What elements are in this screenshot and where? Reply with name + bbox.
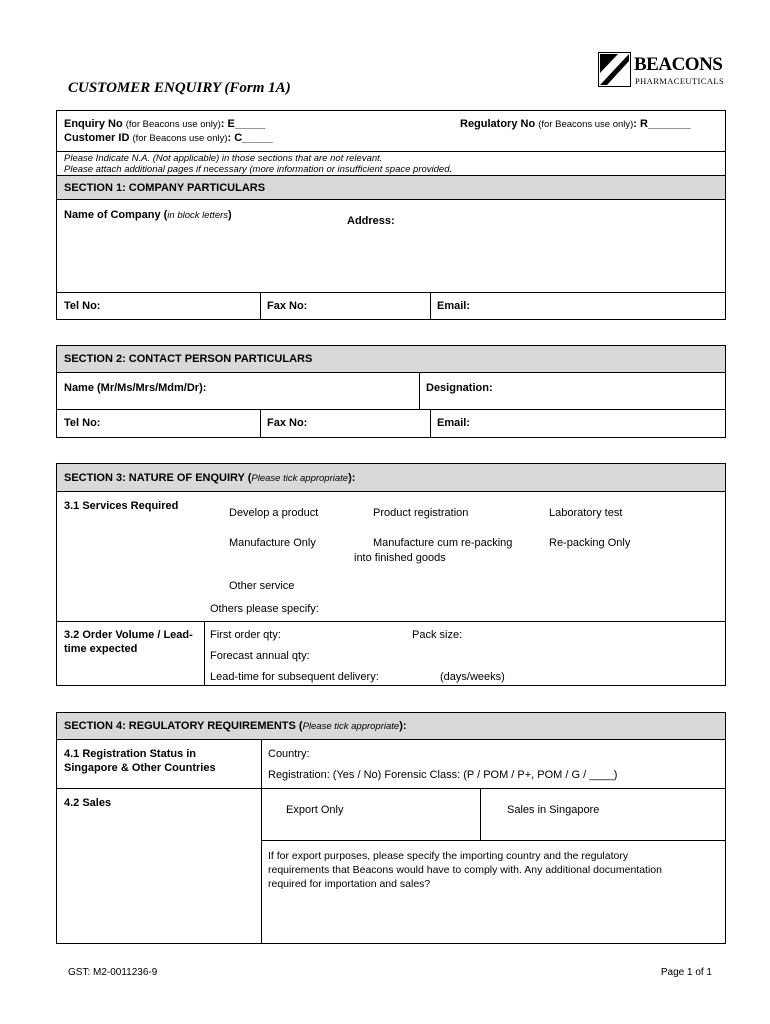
- contact-fax-field[interactable]: Fax No:: [267, 417, 308, 429]
- services-label: 3.1 Services Required: [64, 500, 179, 512]
- address-field[interactable]: Address:: [347, 215, 395, 227]
- option-export-only[interactable]: Export Only: [286, 804, 344, 816]
- section1-title: SECTION 1: COMPANY PARTICULARS: [64, 181, 266, 194]
- contact-name-field[interactable]: Name (Mr/Ms/Mrs/Mdm/Dr):: [64, 382, 207, 394]
- section1-header: [57, 176, 725, 200]
- regulatory-no-field[interactable]: Regulatory No (for Beacons use only): R_______: [460, 118, 691, 130]
- company-row: [57, 200, 725, 293]
- option-other-service[interactable]: Other service: [229, 580, 295, 592]
- option-laboratory-test[interactable]: Laboratory test: [549, 507, 623, 519]
- section2-header: [57, 346, 725, 373]
- section4-title: SECTION 4: REGULATORY REQUIREMENTS (Please tick appropriate):: [64, 720, 407, 732]
- page-number: Page 1 of 1: [660, 967, 712, 978]
- company-fax-field[interactable]: Fax No:: [267, 300, 308, 312]
- reg-status-label-1: 4.1 Registration Status in: [64, 748, 197, 760]
- section2-title: SECTION 2: CONTACT PERSON PARTICULARS: [64, 353, 313, 365]
- contact-tel-field[interactable]: Tel No:: [64, 417, 101, 429]
- forecast-qty-field[interactable]: Forecast annual qty:: [210, 650, 310, 662]
- company-email-field[interactable]: Email:: [437, 300, 471, 312]
- enquiry-no-field[interactable]: Enquiry No (for Beacons use only): E_____: [64, 118, 266, 130]
- option-repacking-only[interactable]: Re-packing Only: [549, 537, 631, 549]
- header-box: [56, 110, 726, 320]
- first-order-qty-field[interactable]: First order qty:: [210, 629, 281, 641]
- instructions-row: [57, 152, 725, 176]
- company-name-field[interactable]: Name of Company (in block letters): [64, 209, 232, 221]
- section1-contact-row: [57, 293, 725, 319]
- contact-email-field[interactable]: Email:: [437, 417, 471, 429]
- company-tel-field[interactable]: Tel No:: [64, 300, 101, 312]
- section2-contact-row: [57, 410, 725, 437]
- section2-box: [56, 345, 726, 438]
- company-logo: [598, 52, 728, 88]
- volume-label-1: 3.2 Order Volume / Lead-: [64, 629, 193, 641]
- beacons-logo-icon: [598, 52, 631, 87]
- section3-header: [57, 464, 725, 492]
- days-weeks-label: (days/weeks): [440, 671, 505, 683]
- instruction-1: Please Indicate N.A. (Not applicable) in those sections that are not relevant.: [64, 153, 383, 164]
- option-manufacture-repack[interactable]: Manufacture cum re-packing: [373, 537, 513, 549]
- option-product-registration[interactable]: Product registration: [373, 507, 469, 519]
- option-manufacture-only[interactable]: Manufacture Only: [229, 537, 316, 549]
- registration-class-field[interactable]: Registration: (Yes / No) Forensic Class: (P / POM / P+, POM / G / ____): [268, 769, 618, 781]
- section3-title: SECTION 3: NATURE OF ENQUIRY (Please tick appropriate):: [64, 471, 356, 484]
- option-develop-product[interactable]: Develop a product: [229, 507, 319, 519]
- section4-box: [56, 712, 726, 944]
- logo-name: BEACONS: [634, 54, 723, 75]
- option-manufacture-repack-line2: into finished goods: [354, 552, 446, 564]
- services-row: [57, 492, 725, 622]
- volume-label-2: time expected: [64, 643, 138, 655]
- order-volume-row: [57, 622, 725, 685]
- logo-subtitle: PHARMACEUTICALS: [635, 76, 725, 86]
- form-title: CUSTOMER ENQUIRY (Form 1A): [68, 80, 291, 96]
- registration-status-row: [57, 740, 725, 789]
- section4-header: [57, 713, 725, 740]
- lead-time-field[interactable]: Lead-time for subsequent delivery:: [210, 671, 379, 683]
- contact-name-row: [57, 373, 725, 410]
- gst-number: GST: M2-0011236-9: [68, 967, 158, 978]
- enquiry-row: [57, 111, 725, 152]
- section3-box: [56, 463, 726, 686]
- pack-size-field[interactable]: Pack size:: [412, 629, 463, 641]
- export-note-2: requirements that Beacons would have to comply with. Any additional documentation: [268, 864, 662, 876]
- customer-id-field[interactable]: Customer ID (for Beacons use only): C_____: [64, 132, 273, 144]
- export-note-1: If for export purposes, please specify the importing country and the regulatory: [268, 850, 629, 862]
- sales-label: 4.2 Sales: [64, 797, 112, 809]
- sales-row: [57, 789, 725, 943]
- others-specify-field[interactable]: Others please specify:: [210, 603, 319, 615]
- export-note-3: required for importation and sales?: [268, 878, 431, 890]
- option-sales-singapore[interactable]: Sales in Singapore: [507, 804, 600, 816]
- instruction-2: Please attach additional pages if necessary (more information or insufficient space provided.: [64, 164, 453, 175]
- designation-field[interactable]: Designation:: [426, 382, 493, 394]
- reg-status-label-2: Singapore & Other Countries: [64, 762, 216, 774]
- country-field[interactable]: Country:: [268, 748, 310, 760]
